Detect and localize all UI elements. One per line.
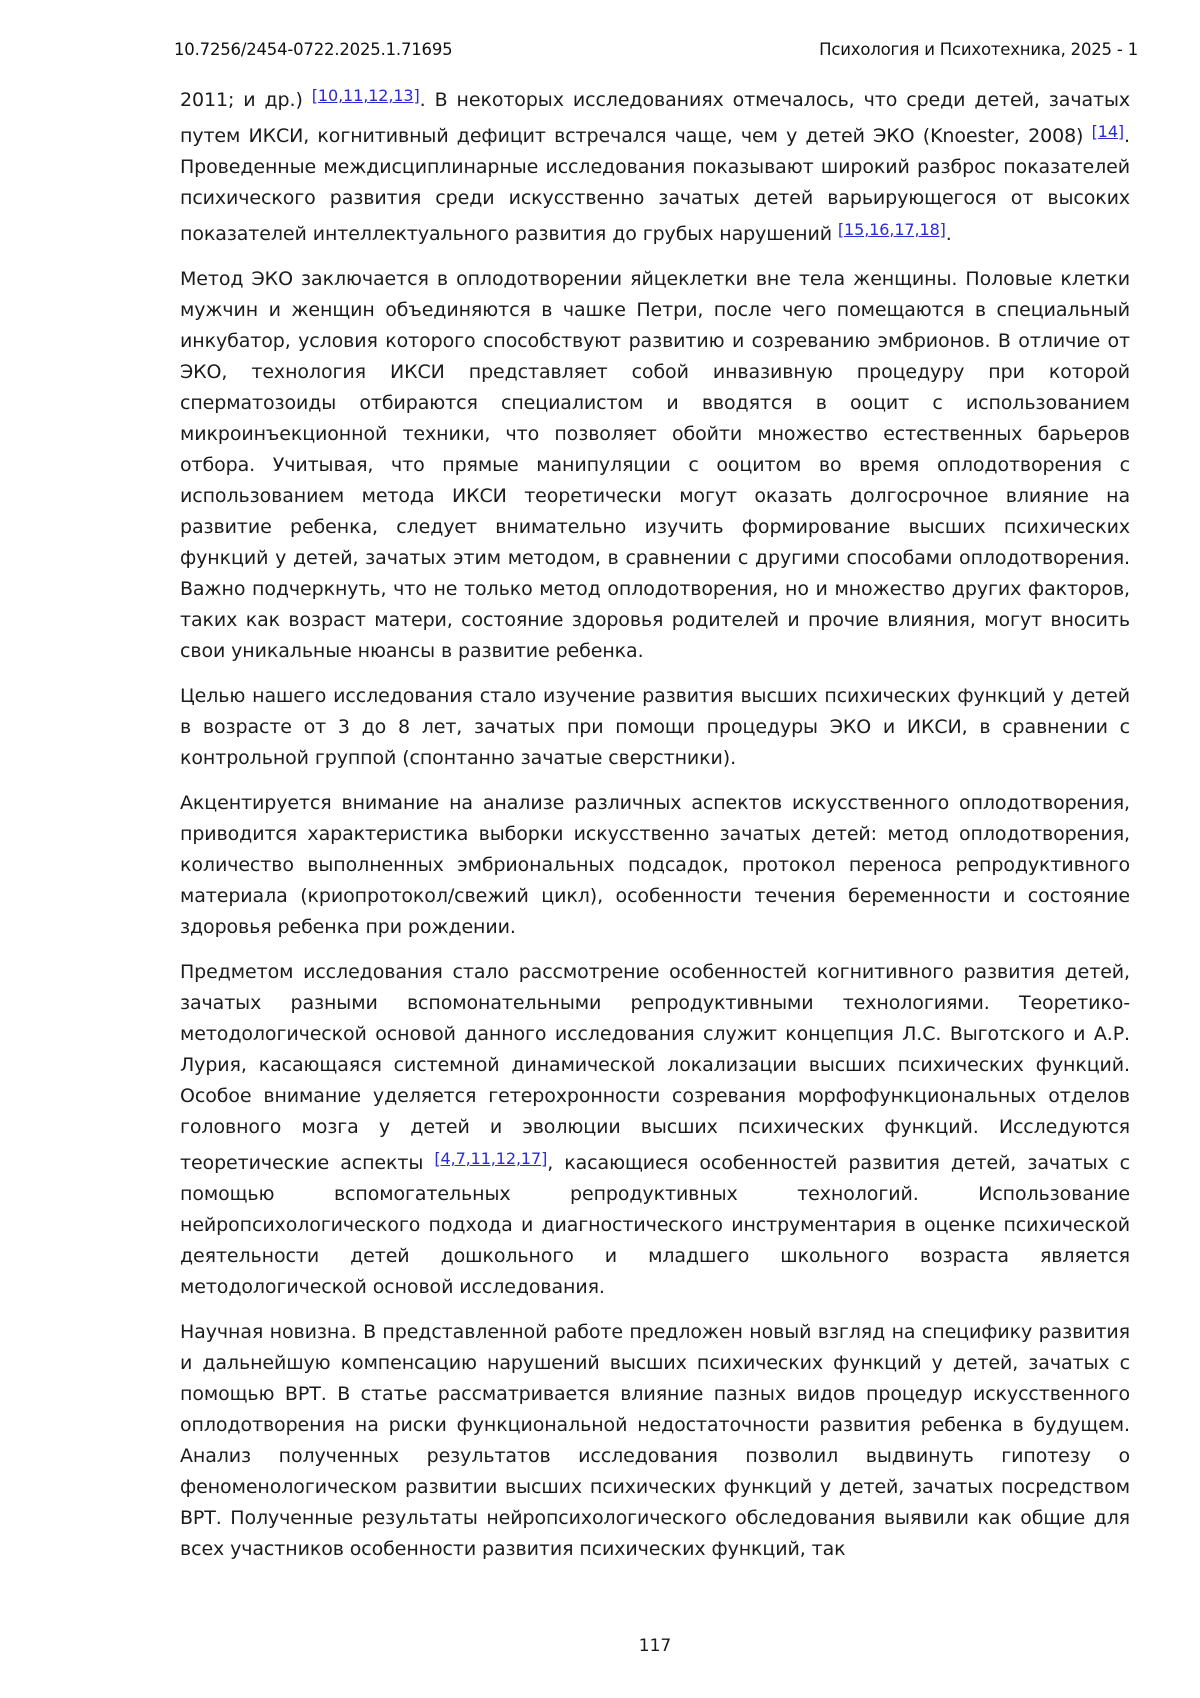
paragraph: Целью нашего исследования стало изучение развития высших психических функций у детей в возрасте от 3 до 8 лет, зачатых при помощи процедуры ЭКО и ИКСИ, в сравнении с контрольной группой (спонтанно зачатые сверстники). bbox=[180, 685, 1130, 769]
paragraph: Научная новизна. В представленной работе предложен новый взгляд на специфику развития и дальнейшую компенсацию нарушений высших психических функций у детей, зачатых с помощью ВРТ. В статье рассматривается влияние пазных видов процедур искусственного оплодотворения на риски функциональной недостаточности развития ребенка в будущем. Анализ полученных результатов исследования позволил выдвинуть гипотезу о феноменологическом развитии высших психических функций у детей, зачатых посредством ВРТ. Полученные результаты нейропсихологического обследования выявили как общие для всех участников особенности развития психических функций, так bbox=[180, 1321, 1130, 1560]
reference-link[interactable]: [10,11,12,13] bbox=[311, 86, 420, 105]
paragraph: Предметом исследования стало рассмотрение особенностей когнитивного развития детей, зачатых разными вспомонательными репродуктивными технологиями. Теоретико-методологической основой данного исследования служит концепция Л.С. Выготского и А.Р. Лурия, касающаяся системной динамической локализации высших психических функций. Особое внимание уделяется гетерохронности созревания морфофункциональных отделов головного мозга у детей и эволюции высших психических функций. Исследуются теоретические аспекты [4,7,11,12,17], касающиеся особенностей развития детей, зачатых с помощью вспомогательных репродуктивных технологий. Использование нейропсихологического подхода и диагностического инструментария в оценке психической деятельности детей дошкольного и младшего школьного возраста является методологической основой исследования. bbox=[180, 961, 1130, 1298]
page-footer bbox=[180, 1636, 1130, 1656]
page-header bbox=[174, 40, 1138, 59]
doi-text: 10.7256/2454-0722.2025.1.71695 bbox=[174, 40, 453, 59]
reference-link[interactable]: [15,16,17,18] bbox=[837, 220, 946, 239]
article-body bbox=[180, 80, 1130, 1579]
page-number: 117 bbox=[638, 1636, 672, 1656]
paragraph: Акцентируется внимание на анализе различных аспектов искусственного оплодотворения, приводится характеристика выборки искусственно зачатых детей: метод оплодотворения, количество выполненных эмбриональных подсадок, протокол переноса репродуктивного материала (криопротокол/свежий цикл), особенности течения беременности и состояние здоровья ребенка при рождении. bbox=[180, 792, 1130, 938]
paragraph: Метод ЭКО заключается в оплодотворении яйцеклетки вне тела женщины. Половые клетки мужчин и женщин объединяются в чашке Петри, после чего помещаются в специальный инкубатор, условия которого способствуют развитию и созреванию эмбрионов. В отличие от ЭКО, технология ИКСИ представляет собой инвазивную процедуру при которой сперматозоиды отбираются специалистом и вводятся в ооцит с использованием микроинъекционной техники, что позволяет обойти множество естественных барьеров отбора. Учитывая, что прямые манипуляции с ооцитом во время оплодотворения с использованием метода ИКСИ теоретически могут оказать долгосрочное влияние на развитие ребенка, следует внимательно изучить формирование высших психических функций у детей, зачатых этим методом, в сравнении с другими способами оплодотворения. Важно подчеркнуть, что не только метод оплодотворения, но и множество других факторов, таких как возраст матери, состояние здоровья родителей и прочие влияния, могут вносить свои уникальные нюансы в развитие ребенка. bbox=[180, 268, 1130, 662]
journal-title: Психология и Психотехника, 2025 - 1 bbox=[819, 40, 1138, 59]
paragraph: 2011; и др.) [10,11,12,13]. В некоторых исследованиях отмечалось, что среди детей, зачатых путем ИКСИ, когнитивный дефицит встречался чаще, чем у детей ЭКО (Knoester, 2008) [14]. Проведенные междисциплинарные исследования показывают широкий разброс показателей психического развития среди искусственно зачатых детей варьирующегося от высоких показателей интеллектуального развития до грубых нарушений [15,16,17,18]. bbox=[180, 86, 1131, 245]
reference-link[interactable]: [14] bbox=[1091, 122, 1125, 141]
reference-link[interactable]: [4,7,11,12,17] bbox=[434, 1149, 548, 1168]
